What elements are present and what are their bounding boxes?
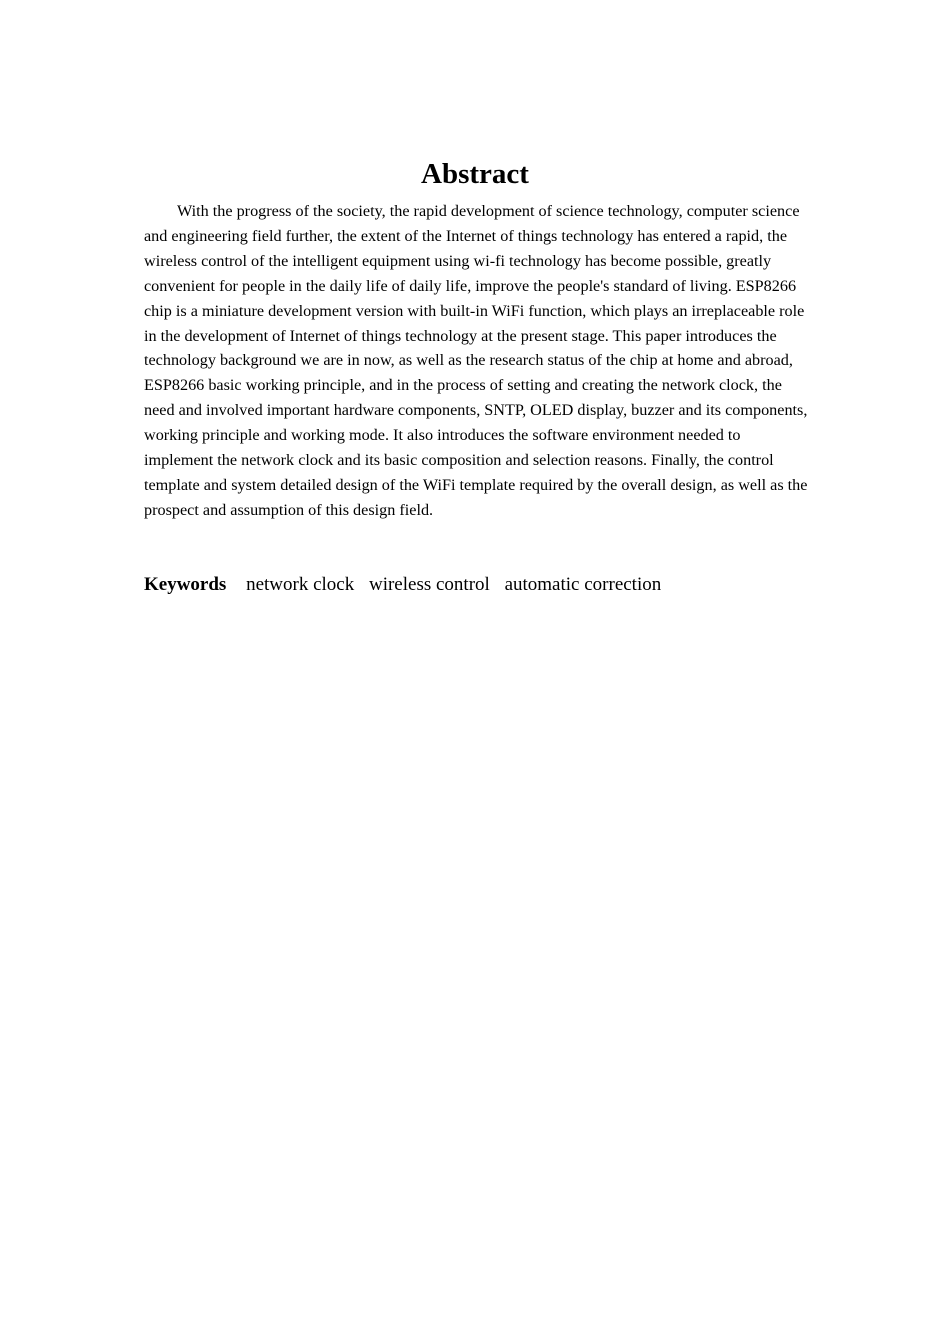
keywords-line (144, 572, 671, 598)
keyword-item: wireless control (368, 574, 490, 595)
keyword-item: network clock (246, 574, 355, 595)
keyword-item: automatic correction (504, 574, 662, 595)
abstract-body: With the progress of the society, the rapid development of science technology, computer science and engineering field further, the extent of the Internet of things technology has entered a rapid, the wireless control of the intelligent equipment using wi-fi technology has become possible, greatly convenient for people in the daily life of daily life, improve the people's standard of living. ESP8266 chip is a miniature development version with built-in WiFi function, which plays an irreplaceable role in the development of Internet of things technology at the present stage. This paper introduces the technology background we are in now, as well as the research status of the chip at home and abroad, ESP8266 basic working principle, and in the process of setting and creating the network clock, the need and involved important hardware components, SNTP, OLED display, buzzer and its components, working principle and working mode. It also introduces the software environment needed to implement the network clock and its basic composition and selection reasons. Finally, the control template and system detailed design of the WiFi template required by the overall design, as well as the prospect and assumption of this design field. (144, 202, 808, 519)
abstract-title: Abstract (421, 158, 529, 190)
keywords-label: Keywords (144, 574, 227, 595)
